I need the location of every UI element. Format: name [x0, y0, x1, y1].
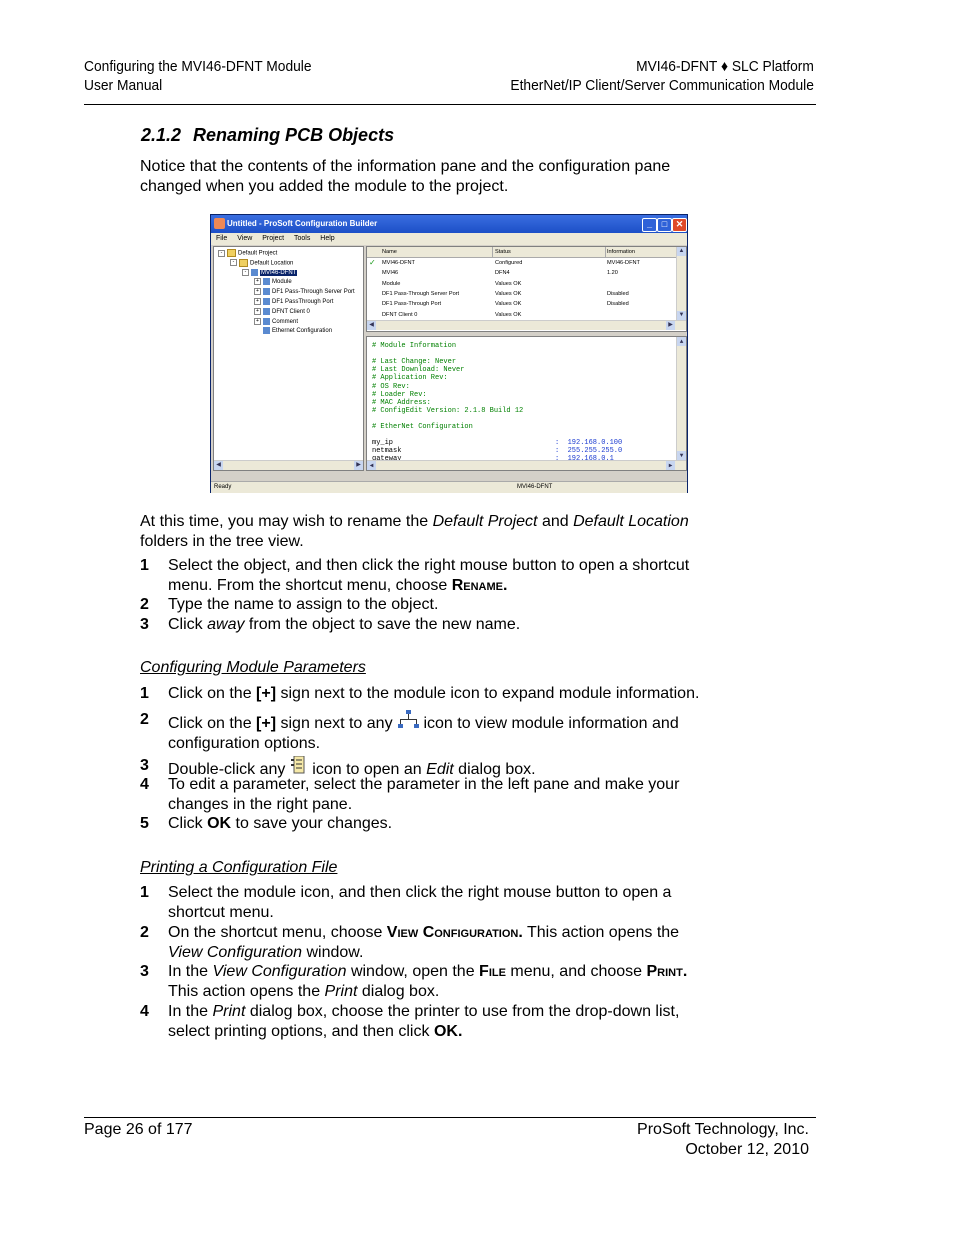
cell-name: DF1 Pass-Through Server Port [382, 290, 460, 297]
scroll-left-icon[interactable]: ◀ [367, 461, 376, 470]
node-icon [263, 278, 270, 285]
step-number: 2 [140, 924, 149, 941]
tree-item-label: Ethernet Configuration [272, 328, 333, 335]
ok-term: OK [207, 815, 232, 832]
step-text [168, 814, 768, 834]
rename-command: Rename. [451, 576, 508, 594]
step-number: 2 [140, 596, 149, 613]
node-icon [263, 288, 270, 295]
scroll-left-icon[interactable]: ◀ [214, 461, 223, 470]
info-line: # Last Download: Never [372, 366, 465, 375]
print-command: Print. [646, 963, 688, 980]
running-header-left [84, 57, 312, 95]
expand-sign: [+] [256, 715, 277, 732]
view-configuration-term: View Configuration [168, 943, 303, 961]
tree-item[interactable] [254, 278, 292, 288]
scroll-right-icon[interactable]: ▶ [666, 321, 675, 330]
menu-view[interactable]: View [237, 235, 253, 242]
step-line [168, 1022, 768, 1042]
step-line [168, 710, 768, 734]
tree-item-label: Comment [272, 318, 299, 325]
running-header-right [511, 57, 814, 95]
product-description: EtherNet/IP Client/Server Communication Module [510, 77, 814, 94]
step-text [168, 923, 768, 962]
step-number: 2 [140, 711, 149, 728]
step-line: Select the object, and then click the right mouse button to open a shortcut [168, 557, 690, 574]
list-row[interactable] [367, 310, 677, 320]
section-title: Renaming PCB Objects [193, 125, 395, 145]
column-status[interactable]: Status [492, 247, 606, 257]
menu-tools[interactable]: Tools [293, 235, 311, 242]
step-text [168, 684, 768, 704]
publication-date: October 12, 2010 [685, 1141, 809, 1158]
footer-rule [84, 1117, 816, 1118]
cell-status: Values OK [495, 290, 522, 297]
tree-item-label: DF1 Pass-Through Server Port [272, 289, 355, 296]
app-icon [214, 218, 225, 229]
step-line: To edit a parameter, select the parameter in the left pane and make your [168, 776, 680, 793]
step-fragment: menu, and choose [505, 963, 647, 980]
cell-info: Disabled [607, 290, 629, 297]
step-line [168, 1002, 768, 1022]
expand-icon[interactable]: + [254, 278, 261, 285]
step-line: shortcut menu. [168, 903, 274, 921]
list-vscrollbar[interactable] [676, 247, 686, 320]
step-text [168, 615, 768, 635]
tree-item[interactable] [254, 298, 333, 308]
info-line: # Module Information [372, 342, 457, 350]
step-fragment: This action opens the [522, 924, 680, 941]
step-number: 3 [140, 757, 149, 774]
intro-paragraph [140, 157, 760, 196]
list-row[interactable] [367, 268, 677, 278]
step-line: changes in the right pane. [168, 795, 353, 813]
info-value: : 255.255.255.0 [555, 447, 623, 456]
rename-line-1 [140, 512, 760, 532]
cell-name: DFNT Client 0 [382, 311, 418, 318]
step-line: Select the module icon, and then click the right mouse button to open a [168, 884, 672, 901]
list-row[interactable] [367, 279, 677, 289]
scroll-right-icon[interactable]: ▶ [666, 461, 675, 470]
expand-icon[interactable]: + [254, 308, 261, 315]
step-fragment: This action opens the [168, 982, 325, 1000]
tree-item-label: Default Project [238, 250, 278, 257]
list-hscrollbar[interactable] [367, 320, 686, 330]
window-titlebar [211, 215, 687, 233]
collapse-icon[interactable]: - [242, 269, 249, 276]
status-bar [211, 481, 687, 493]
pcb-window-screenshot [210, 214, 688, 493]
step-number: 1 [140, 884, 149, 901]
info-line: # MAC Address: [372, 398, 431, 407]
tree-item-label: Default Location [250, 260, 294, 267]
info-line: # Loader Rev: [372, 390, 427, 399]
step-text [168, 962, 768, 1001]
expand-icon[interactable]: + [254, 318, 261, 325]
folder-icon [239, 259, 248, 267]
status-module: MVI46-DFNT [517, 484, 553, 490]
rename-text: and [537, 513, 574, 530]
check-icon: ✓ [369, 258, 376, 267]
view-configuration-command: View Configuration. [386, 924, 523, 941]
step-number: 1 [140, 685, 149, 702]
tree-item[interactable] [254, 308, 310, 318]
step-fragment: icon to open an [307, 761, 427, 778]
step-fragment: sign next to the module icon to expand module information. [276, 685, 700, 702]
view-configuration-term: View Configuration [212, 963, 347, 980]
step-text [168, 710, 768, 753]
step-line: configuration options. [168, 734, 321, 752]
step-fragment: icon to view module information and [419, 715, 679, 732]
list-header [367, 247, 677, 258]
tree-hscrollbar[interactable] [214, 460, 363, 470]
info-line: netmask [372, 447, 402, 456]
tree-view[interactable] [213, 246, 364, 471]
window-title: Untitled - ProSoft Configuration Builder [227, 219, 378, 228]
edit-term: Edit [426, 761, 454, 778]
intro-line-1: Notice that the contents of the information pane and the configuration pane [140, 158, 671, 175]
scroll-right-icon[interactable]: ▶ [354, 461, 363, 470]
step-fragment: Click on the [168, 715, 257, 732]
cell-status: DFN4 [495, 270, 510, 277]
tree-item-label: MVI46-DFNT [261, 269, 297, 276]
info-line: my_ip [372, 439, 394, 448]
step-fragment: sign next to any [276, 715, 398, 732]
collapse-icon[interactable]: - [230, 259, 237, 266]
step-fragment: Double-click any [168, 761, 290, 778]
step-fragment: window. [302, 943, 364, 961]
rename-text: At this time, you may wish to rename the [140, 513, 433, 530]
maximize-button[interactable]: □ [657, 218, 672, 232]
section-heading [141, 125, 406, 146]
step-fragment: from the object to save the new name. [244, 616, 521, 633]
node-icon [263, 318, 270, 325]
leaf-spacer [254, 327, 261, 334]
product-line: MVI46-DFNT ♦ SLC Platform [636, 58, 814, 75]
step-number: 3 [140, 963, 149, 980]
network-node-icon [397, 710, 419, 730]
expand-icon[interactable]: + [254, 288, 261, 295]
ok-term: OK. [433, 1022, 463, 1040]
default-project-term: Default Project [432, 513, 538, 530]
cell-info: MVI46-DFNT [607, 260, 640, 266]
step-fragment: Click [168, 616, 208, 633]
collapse-icon[interactable]: - [218, 250, 225, 257]
info-vscrollbar[interactable] [676, 337, 686, 460]
print-heading: Printing a Configuration File [140, 859, 338, 876]
rename-paragraph [140, 512, 760, 551]
cell-name: DF1 Pass-Through Port [382, 301, 442, 308]
close-button[interactable]: ✕ [672, 218, 687, 232]
step-fragment: In the [168, 1003, 213, 1020]
away-term: away [207, 616, 245, 633]
column-name[interactable]: Name [379, 247, 493, 257]
step-fragment: select printing options, and then click [168, 1022, 434, 1040]
tree-item[interactable] [254, 288, 355, 298]
step-number: 3 [140, 616, 149, 633]
config-heading: Configuring Module Parameters [140, 659, 366, 676]
step-fragment: to save your changes. [231, 815, 393, 832]
cell-info: Disabled [607, 301, 629, 308]
object-list-pane[interactable] [366, 246, 687, 332]
default-location-term: Default Location [573, 513, 689, 530]
company-name: ProSoft Technology, Inc. [637, 1121, 809, 1138]
rename-line-2: folders in the tree view. [140, 532, 304, 550]
menu-help[interactable]: Help [320, 235, 335, 242]
print-term: Print [212, 1003, 246, 1020]
list-row[interactable] [367, 289, 677, 299]
list-row[interactable] [367, 299, 677, 309]
tree-item[interactable] [242, 269, 297, 279]
step-text [168, 883, 768, 922]
step-fragment: dialog box. [357, 982, 440, 1000]
step-fragment: Click on the [168, 685, 257, 702]
list-row[interactable] [367, 258, 677, 268]
scroll-left-icon[interactable]: ◀ [367, 321, 376, 330]
step-number: 1 [140, 557, 149, 574]
info-line: # OS Rev: [372, 382, 410, 391]
step-text [168, 1002, 768, 1041]
step-text: Type the name to assign to the object. [168, 596, 439, 613]
information-pane[interactable] [366, 336, 687, 471]
tree-item-label: DFNT Client 0 [272, 308, 310, 315]
header-rule [84, 104, 816, 105]
scroll-down-icon[interactable]: ▼ [678, 312, 685, 318]
scroll-down-icon[interactable]: ▼ [677, 451, 686, 460]
info-value: : 192.168.0.100 [555, 439, 623, 448]
node-icon [263, 308, 270, 315]
tree-item[interactable] [254, 327, 332, 337]
edit-document-icon [290, 756, 308, 776]
step-line [168, 923, 768, 943]
tree-item[interactable] [254, 318, 298, 328]
expand-sign: [+] [256, 685, 277, 702]
tree-item-label: DF1 PassThrough Port [272, 299, 334, 306]
footer-right [637, 1120, 809, 1160]
step-fragment: On the shortcut menu, choose [168, 924, 387, 941]
node-icon [263, 327, 270, 334]
step-fragment: window, open the [346, 963, 480, 980]
step-fragment: dialog box, choose the printer to use from the drop-down list, [245, 1003, 680, 1020]
menu-project[interactable]: Project [262, 235, 285, 242]
module-icon [251, 269, 258, 276]
cell-status: Values OK [495, 301, 522, 308]
step-line [168, 943, 768, 963]
expand-icon[interactable]: + [254, 298, 261, 305]
cell-status: Configured [495, 260, 523, 266]
cell-name: MVI46-DFNT [382, 260, 415, 266]
step-fragment: dialog box. [453, 761, 536, 778]
tree-item-label: Module [272, 279, 292, 286]
doc-subtitle: User Manual [84, 77, 163, 94]
column-information[interactable]: Information [604, 247, 678, 257]
menu-file[interactable]: File [216, 235, 228, 242]
minimize-button[interactable]: _ [642, 218, 657, 232]
node-icon [263, 298, 270, 305]
info-line: # Last Change: Never [372, 358, 457, 367]
step-fragment: menu. From the shortcut menu, choose [168, 576, 452, 594]
cell-info: 1.20 [607, 270, 618, 277]
section-number: 2.1.2 [141, 125, 182, 145]
step-text [168, 775, 768, 814]
doc-title: Configuring the MVI46-DFNT Module [84, 58, 312, 75]
step-text [168, 556, 768, 595]
cell-name: Module [382, 280, 401, 287]
cell-status: Values OK [495, 280, 522, 287]
scroll-up-icon[interactable]: ▲ [677, 337, 686, 346]
info-line: # ConfigEdit Version: 2.1.8 Build 12 [372, 406, 524, 415]
info-line: # EtherNet Configuration [372, 423, 473, 431]
step-line [168, 962, 768, 982]
step-fragment: In the [168, 963, 213, 980]
step-number: 4 [140, 1003, 149, 1020]
info-hscrollbar[interactable] [367, 460, 686, 470]
step-line [168, 982, 768, 1002]
info-line: # Application Rev: [372, 374, 448, 383]
step-fragment: Click [168, 815, 208, 832]
cell-name: MVI46 [382, 270, 399, 277]
scroll-up-icon[interactable]: ▲ [678, 248, 685, 254]
cell-status: Values OK [495, 311, 522, 318]
file-menu-command: File [479, 963, 506, 980]
status-text: Ready [214, 484, 232, 490]
menu-bar [211, 233, 687, 245]
page-number: Page 26 of 177 [84, 1121, 193, 1138]
folder-icon [227, 249, 236, 257]
step-number: 4 [140, 776, 149, 793]
step-line [168, 576, 768, 596]
intro-line-2: changed when you added the module to the project. [140, 177, 509, 195]
step-number: 5 [140, 815, 149, 832]
print-term: Print [324, 982, 358, 1000]
